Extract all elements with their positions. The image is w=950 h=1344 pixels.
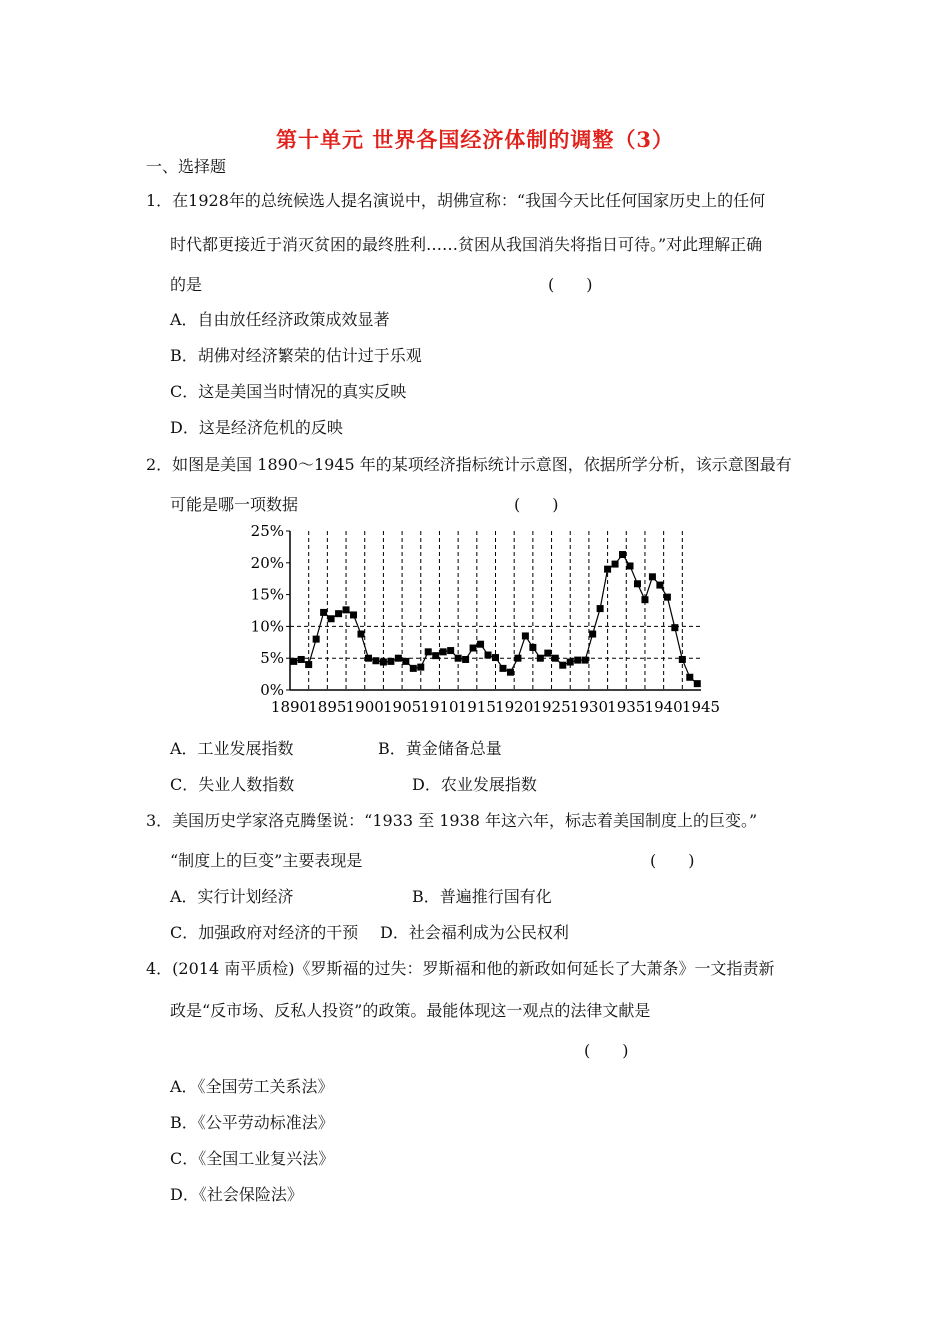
q4-option-a: A．《全国劳工关系法》 bbox=[170, 1077, 334, 1096]
data-point bbox=[477, 641, 484, 648]
data-point bbox=[686, 674, 693, 681]
data-point bbox=[335, 610, 342, 617]
q4-option-d: D．《社会保险法》 bbox=[170, 1185, 303, 1204]
y-tick-label: 10% bbox=[250, 617, 284, 636]
x-tick-label: 1900 bbox=[345, 698, 384, 716]
q3-line-1: 3．美国历史学家洛克腾堡说：“1933 至 1938 年这六年，标志着美国制度上的巨变。” bbox=[146, 811, 758, 830]
data-point bbox=[679, 656, 686, 663]
data-point bbox=[694, 680, 701, 687]
x-tick-label: 1905 bbox=[382, 698, 422, 716]
data-point bbox=[567, 659, 574, 666]
data-point bbox=[514, 655, 521, 662]
data-point bbox=[507, 669, 514, 676]
x-tick-label: 1925 bbox=[532, 698, 571, 716]
q2-line-1: 2．如图是美国 1890～1945 年的某项经济指标统计示意图，依据所学分析，该示意图最有 bbox=[146, 455, 792, 474]
data-point bbox=[380, 659, 387, 666]
data-point bbox=[328, 615, 335, 622]
data-point bbox=[417, 664, 424, 671]
data-point bbox=[447, 647, 454, 654]
data-point bbox=[492, 654, 499, 661]
data-point bbox=[604, 566, 611, 573]
data-point bbox=[432, 652, 439, 659]
data-point bbox=[298, 656, 305, 663]
y-tick-label: 25% bbox=[250, 522, 284, 540]
data-point bbox=[627, 562, 634, 569]
data-point bbox=[485, 652, 492, 659]
data-point bbox=[387, 658, 394, 665]
data-point bbox=[552, 655, 559, 662]
q1-option-b: B．胡佛对经济繁荣的估计过于乐观 bbox=[170, 346, 422, 365]
data-point bbox=[343, 606, 350, 613]
x-tick-label: 1920 bbox=[495, 698, 534, 716]
q3-line-2: “制度上的巨变”主要表现是 bbox=[170, 851, 363, 870]
data-point bbox=[320, 609, 327, 616]
q3-option-a: A．实行计划经济 bbox=[170, 887, 294, 906]
q4-answer-paren: ( ) bbox=[584, 1041, 629, 1060]
q2-option-b: B．黄金储备总量 bbox=[378, 739, 502, 758]
data-point bbox=[656, 582, 663, 589]
data-point bbox=[589, 631, 596, 638]
data-point bbox=[544, 650, 551, 657]
data-point bbox=[425, 648, 432, 655]
data-point bbox=[619, 551, 626, 558]
q4-line-2: 政是“反市场、反私人投资”的政策。最能体现这一观点的法律文献是 bbox=[170, 1001, 651, 1020]
data-point bbox=[350, 611, 357, 618]
q2-option-d: D．农业发展指数 bbox=[412, 775, 537, 794]
x-tick-label: 1895 bbox=[308, 698, 347, 716]
data-point bbox=[574, 657, 581, 664]
data-point bbox=[305, 661, 312, 668]
x-tick-label: 1930 bbox=[569, 698, 609, 716]
data-point bbox=[649, 573, 656, 580]
data-point bbox=[290, 658, 297, 665]
y-tick-label: 15% bbox=[250, 585, 284, 604]
data-point bbox=[522, 632, 529, 639]
q4-line-1: 4．(2014 南平质检)《罗斯福的过失：罗斯福和他的新政如何延长了大萧条》一文指责新 bbox=[146, 959, 775, 978]
data-point bbox=[582, 657, 589, 664]
y-tick-label: 0% bbox=[260, 681, 284, 699]
data-point bbox=[462, 656, 469, 663]
x-tick-label: 1940 bbox=[644, 698, 683, 716]
q1-option-c: C．这是美国当时情况的真实反映 bbox=[170, 382, 407, 401]
data-point bbox=[671, 624, 678, 631]
q1-option-d: D．这是经济危机的反映 bbox=[170, 418, 343, 437]
data-point bbox=[559, 662, 566, 669]
y-tick-label: 20% bbox=[250, 553, 284, 572]
data-point bbox=[313, 636, 320, 643]
economic-indicator-chart bbox=[248, 520, 728, 720]
q4-option-b: B．《公平劳动标准法》 bbox=[170, 1113, 334, 1132]
data-point bbox=[634, 580, 641, 587]
q4-option-c: C．《全国工业复兴法》 bbox=[170, 1149, 335, 1168]
data-point bbox=[597, 605, 604, 612]
x-tick-label: 1945 bbox=[681, 698, 721, 716]
q1-line-2: 时代都更接近于消灭贫困的最终胜利……贫困从我国消失将指日可待。”对此理解正确 bbox=[170, 235, 763, 254]
data-point bbox=[440, 648, 447, 655]
y-tick-label: 5% bbox=[260, 649, 284, 668]
q3-answer-paren: ( ) bbox=[650, 851, 695, 870]
section-heading: 一、选择题 bbox=[146, 157, 227, 176]
data-point bbox=[470, 645, 477, 652]
data-point bbox=[372, 657, 379, 664]
x-tick-label: 1935 bbox=[607, 698, 646, 716]
q2-option-a: A．工业发展指数 bbox=[170, 739, 294, 758]
data-point bbox=[455, 655, 462, 662]
data-point bbox=[529, 644, 536, 651]
q1-line-1: 1．在1928年的总统候选人提名演说中，胡佛宣称：“我国今天比任何国家历史上的任何 bbox=[146, 191, 766, 210]
q3-option-c: C．加强政府对经济的干预 bbox=[170, 923, 359, 942]
q3-option-b: B．普遍推行国有化 bbox=[412, 887, 552, 906]
q1-answer-paren: ( ) bbox=[548, 275, 593, 294]
data-point bbox=[664, 594, 671, 601]
x-tick-label: 1915 bbox=[457, 698, 496, 716]
x-tick-label: 1890 bbox=[270, 698, 310, 716]
data-point bbox=[499, 665, 506, 672]
data-point bbox=[402, 658, 409, 665]
data-point bbox=[357, 631, 364, 638]
q1-line-3: 的是 bbox=[170, 275, 203, 294]
data-point bbox=[395, 655, 402, 662]
data-point bbox=[612, 561, 619, 568]
q1-option-a: A．自由放任经济政策成效显著 bbox=[170, 310, 390, 329]
q2-line-2: 可能是哪一项数据 bbox=[170, 495, 299, 514]
data-point bbox=[410, 665, 417, 672]
q2-option-c: C．失业人数指数 bbox=[170, 775, 295, 794]
data-point bbox=[537, 655, 544, 662]
page-title: 第十单元 世界各国经济体制的调整（3） bbox=[276, 127, 674, 152]
q2-answer-paren: ( ) bbox=[514, 495, 559, 514]
data-point bbox=[641, 596, 648, 603]
data-point bbox=[365, 655, 372, 662]
q3-option-d: D．社会福利成为公民权利 bbox=[380, 923, 569, 942]
x-tick-label: 1910 bbox=[420, 698, 459, 716]
